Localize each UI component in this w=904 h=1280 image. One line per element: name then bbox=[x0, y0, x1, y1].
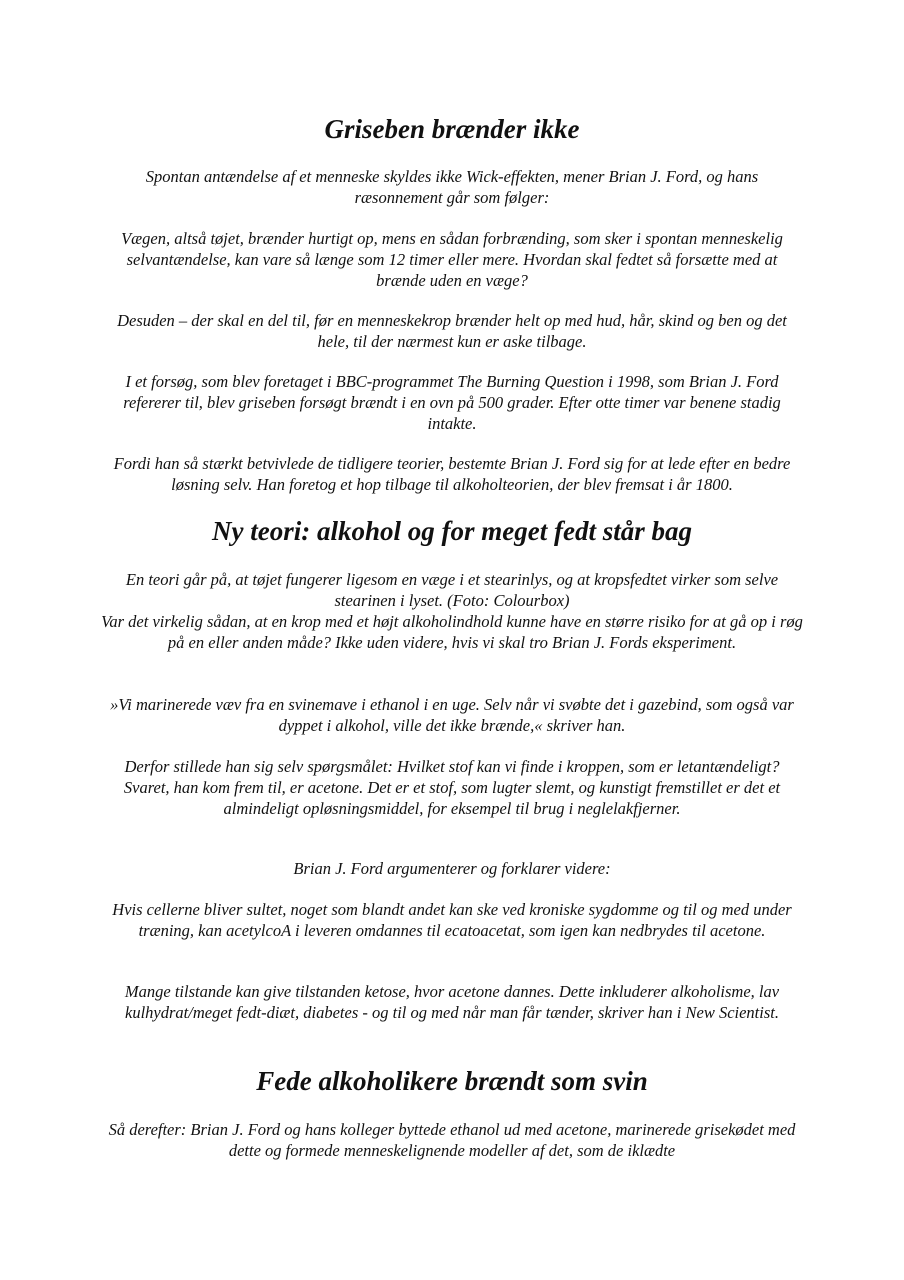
paragraph-5: Fordi han så stærkt betvivlede de tidligere teorier, bestemte Brian J. Ford sig for at lede efter en bedre løsning selv. Han foretog et hop tilbage til alkoholteorien, der blev fremsat i år 1800. bbox=[113, 454, 791, 494]
paragraph-1: Spontan antændelse af et menneske skyldes ikke Wick-effekten, mener Brian J. Ford, og hans ræsonnement går som følger: bbox=[145, 167, 759, 207]
paragraph-9: Hvis cellerne bliver sultet, noget som blandt andet kan ske ved kroniske sygdomme og til og med under træning, kan acetylcoA i leveren omdannes til ecatoacetat, som igen kan nedbrydes til acetone. bbox=[112, 900, 792, 940]
paragraph-2: Vægen, altså tøjet, brænder hurtigt op, mens en sådan forbrænding, som sker i spontan menneskelig selvantændelse, kan vare så længe som 12 timer eller mere. Hvordan skal fedtet så forsætte med at brænde uden en væge? bbox=[121, 229, 783, 290]
paragraph-3: Desuden – der skal en del til, før en menneskekrop brænder helt op med hud, hår, skind og ben og det hele, til der nærmest kun er aske tilbage. bbox=[117, 311, 787, 351]
heading-ny-teori: Ny teori: alkohol og for meget fedt står bag bbox=[212, 516, 692, 546]
paragraph-7: Derfor stillede han sig selv spørgsmålet: Hvilket stof kan vi finde i kroppen, som er letantændeligt? Svaret, han kom frem til, er acetone. Det er et stof, som lugter slemt, og kunstigt fremstillet er det et almindeligt opløsningsmiddel, for eksempel til brug i neglelakfjerner. bbox=[123, 757, 781, 818]
paragraph-10: Mange tilstande kan give tilstanden ketose, hvor acetone dannes. Dette inkluderer alkoholisme, lav kulhydrat/meget fedt-diæt, diabetes - og til og med når man får tænder, skriver han i New Scientist. bbox=[124, 982, 780, 1022]
paragraph-4: I et forsøg, som blev foretaget i BBC-programmet The Burning Question i 1998, som Brian J. Ford refererer til, blev griseben forsøgt brændt i en ovn på 500 grader. Efter otte timer var benene stadig intakte. bbox=[123, 372, 781, 433]
paragraph-8: Brian J. Ford argumenterer og forklarer videre: bbox=[293, 859, 611, 878]
paragraph-6: Var det virkelig sådan, at en krop med et højt alkoholindhold kunne have en større risiko for at gå op i røg på en eller anden måde? Ikke uden videre, hvis vi skal tro Brian J. Fords eksperiment. bbox=[101, 612, 803, 652]
heading-fede-alkoholikere: Fede alkoholikere brændt som svin bbox=[256, 1066, 648, 1096]
heading-griseben: Griseben brænder ikke bbox=[324, 114, 580, 144]
photo-caption: En teori går på, at tøjet fungerer ligesom en væge i et stearinlys, og at kropsfedtet virker som selve stearinen i lyset. (Foto: Colourbox) bbox=[125, 570, 779, 610]
quote-paragraph: »Vi marinerede væv fra en svinemave i ethanol i en uge. Selv når vi svøbte det i gazebind, som også var dyppet i alkohol, ville det ikke brænde,« skriver han. bbox=[110, 695, 794, 735]
paragraph-11: Så derefter: Brian J. Ford og hans kolleger byttede ethanol ud med acetone, marinerede grisekødet med dette og formede menneskelignende modeller af det, som de iklædte bbox=[108, 1120, 796, 1160]
